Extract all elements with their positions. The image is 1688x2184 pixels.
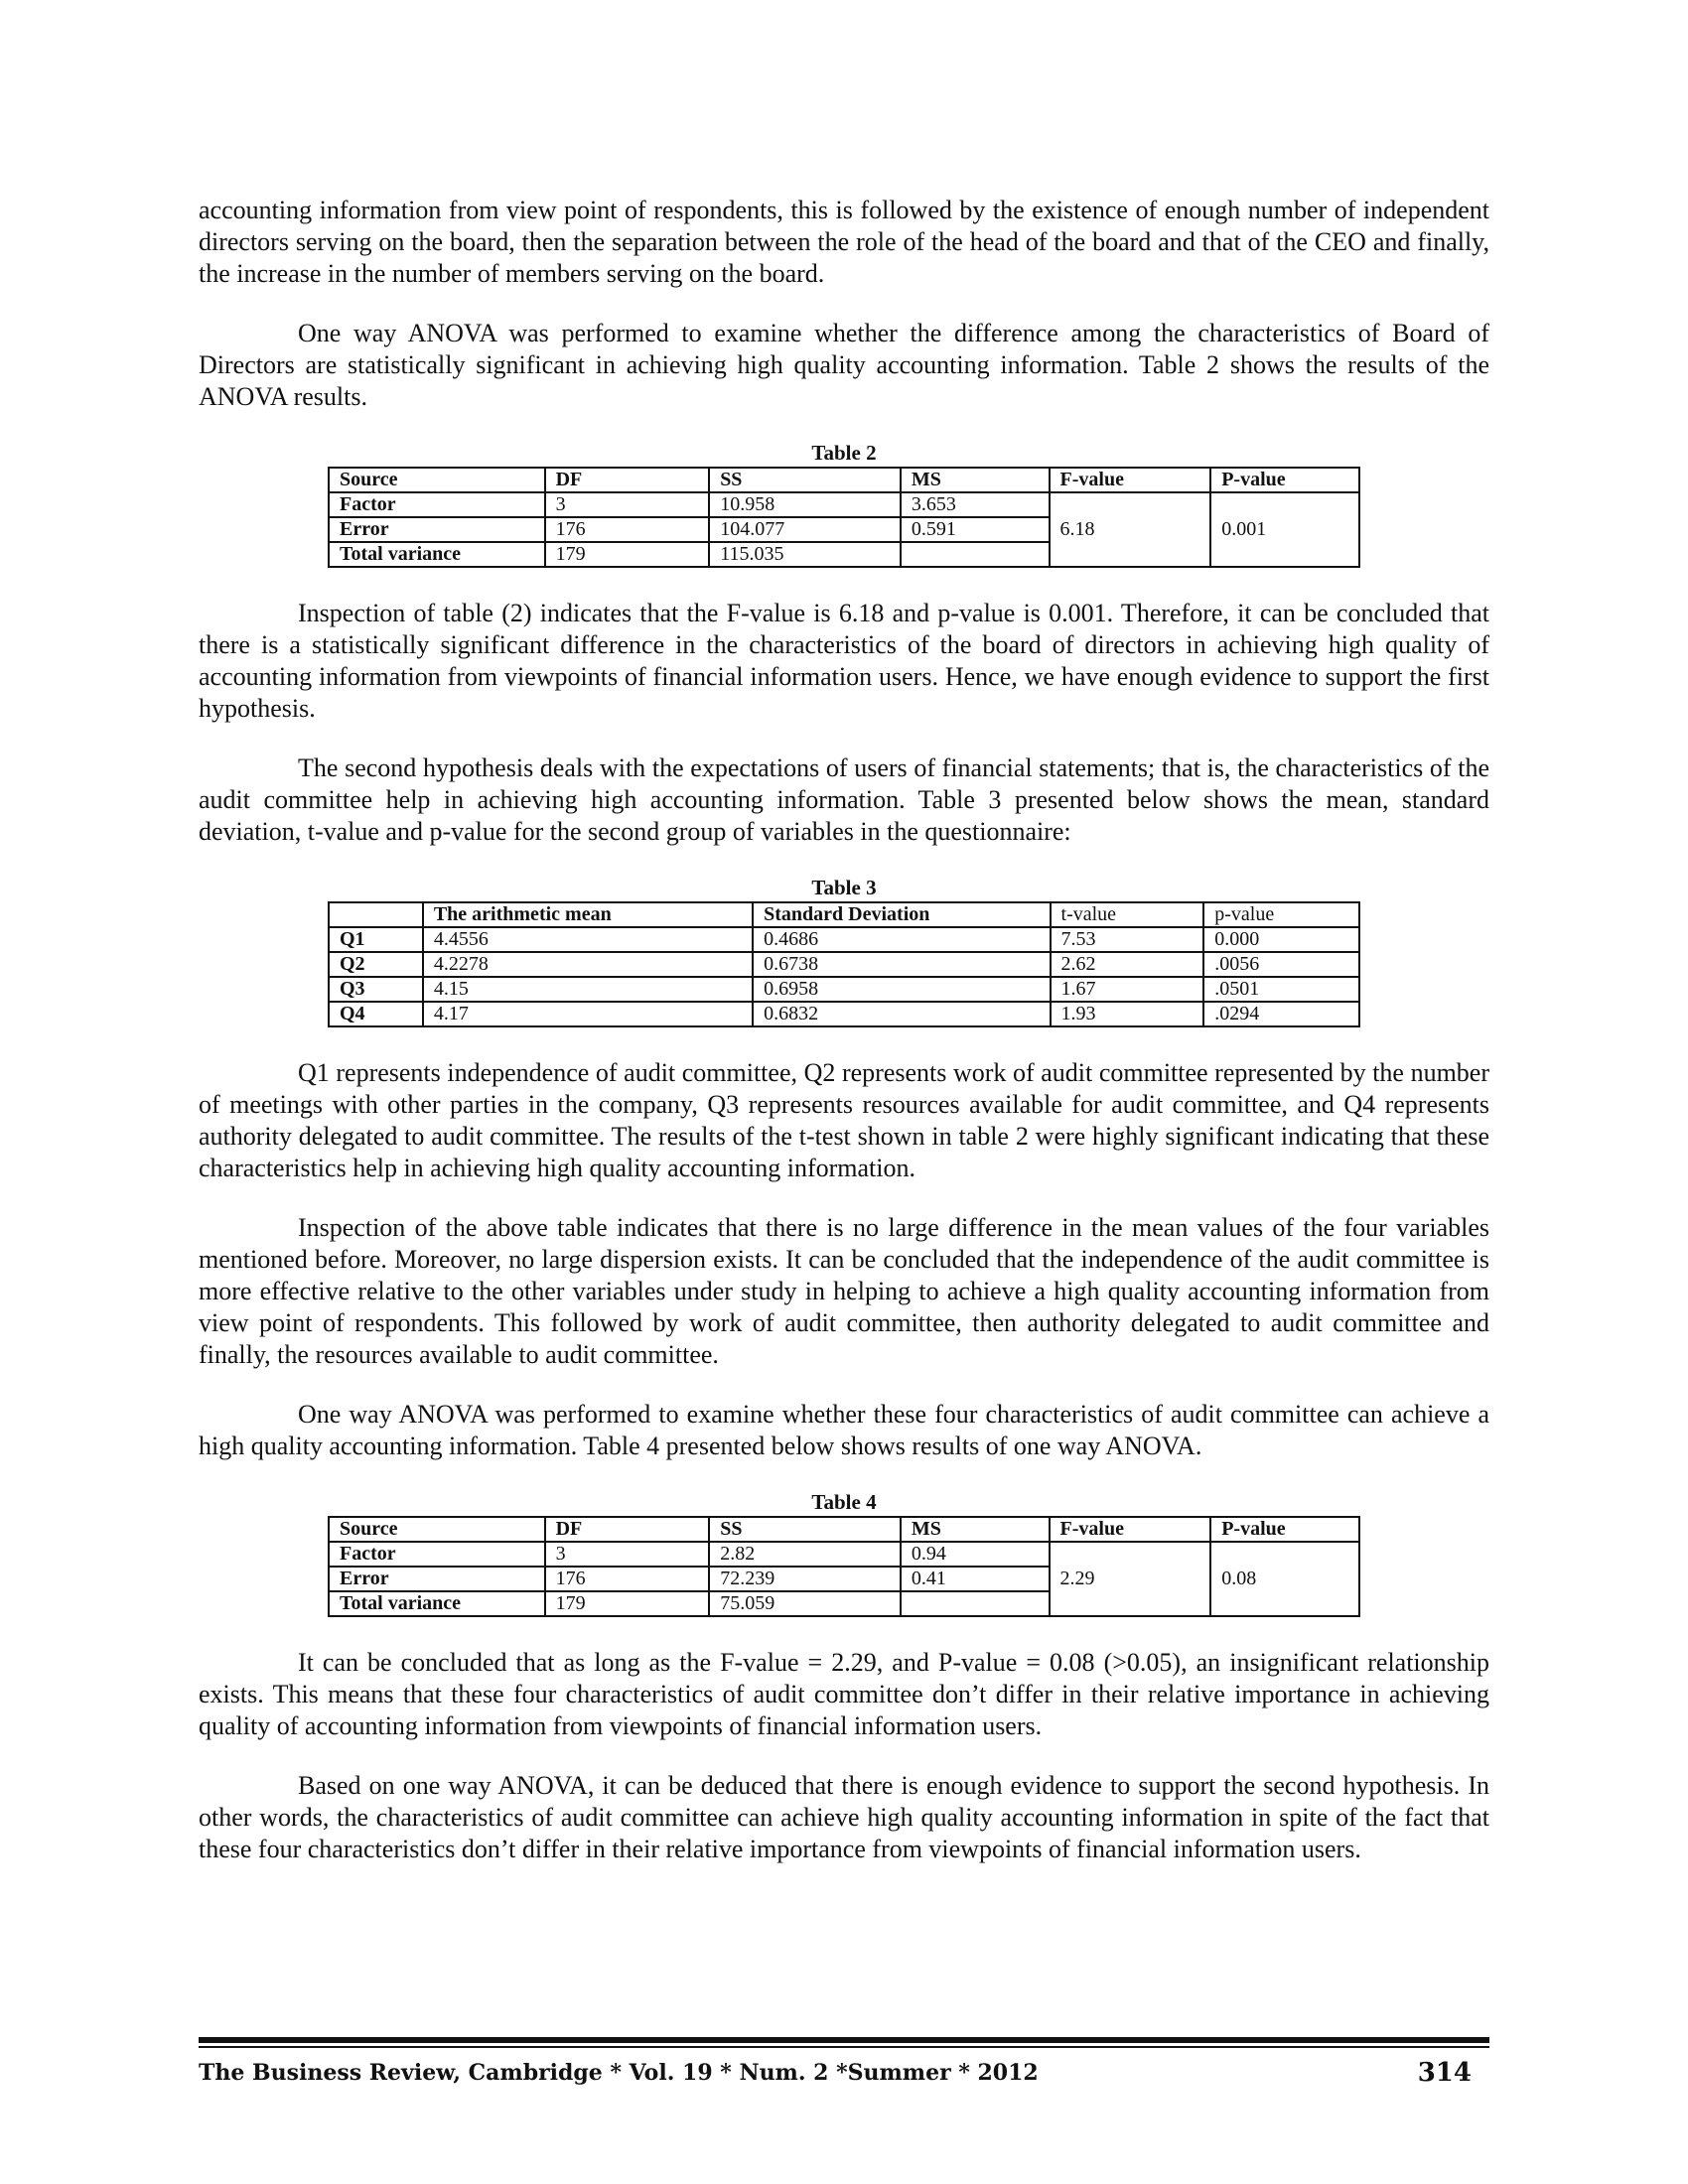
table-cell: 176 [545, 517, 710, 542]
paragraph-3: Inspection of table (2) indicates that the F-value is 6.18 and p-value is 0.001. Therefore, it can be concluded that there is a statistically significant difference in the characteristics of the board of directors in achieving high quality of accounting information from viewpoints of financial information users. Hence, we have enough evidence to support the first hypothesis. [199, 599, 1489, 723]
footer-text-row [199, 2058, 1489, 2088]
table-header-cell: Standard Deviation [753, 902, 1050, 927]
table-row [329, 902, 1359, 927]
table-row [329, 1517, 1359, 1542]
table-row [329, 977, 1359, 1002]
table-header-cell: Source [329, 1517, 545, 1542]
table-cell: .0056 [1203, 952, 1359, 977]
paragraph-9: Based on one way ANOVA, it can be deduced that there is enough evidence to support the second hypothesis. In other words, the characteristics of audit committee can achieve high quality accounting information in spite of the fact that these four characteristics don’t differ in their relative importance from viewpoints of financial information users. [199, 1771, 1489, 1863]
paragraph-5: Q1 represents independence of audit committee, Q2 represents work of audit committee represented by the number of meetings with other parties in the company, Q3 represents resources available for audit committee, and Q4 represents authority delegated to audit committee. The results of the t-test shown in table 2 were highly significant indicating that these characteristics help in achieving high quality accounting information. [199, 1058, 1489, 1182]
table-cell: 4.4556 [423, 927, 753, 952]
paragraph-8: It can be concluded that as long as the F-value = 2.29, and P-value = 0.08 (>0.05), an insignificant relationship exists. This means that these four characteristics of audit committee don’t differ in their relative importance in achieving quality of accounting information from viewpoints of financial information users. [199, 1648, 1489, 1740]
table-cell: 176 [545, 1567, 710, 1591]
table-cell: 7.53 [1051, 927, 1204, 952]
table-cell: 0.41 [901, 1567, 1050, 1591]
table-2-caption: Table 2 [811, 441, 877, 465]
table-cell: 4.15 [423, 977, 753, 1002]
table-header-cell: DF [545, 1517, 710, 1542]
table-header-cell: P-value [1210, 468, 1359, 492]
journal-citation: The Business Review, Cambridge * Vol. 19 * Num. 2 *Summer * 2012 [199, 2060, 1039, 2086]
table-3-block [328, 876, 1360, 1027]
table-cell: 0.6738 [753, 952, 1050, 977]
page-number: 314 [1417, 2058, 1472, 2088]
paragraph-4: The second hypothesis deals with the expectations of users of financial statements; that is, the characteristics of the audit committee help in achieving high accounting information. Table 3 presented below shows the mean, standard deviation, t-value and p-value for the second group of variables in the questionnaire: [199, 753, 1489, 846]
table-cell: 3 [545, 492, 710, 517]
table-cell: 0.94 [901, 1542, 1050, 1567]
table-4 [328, 1516, 1360, 1617]
table-cell: Error [329, 1567, 545, 1591]
table-cell: 2.62 [1051, 952, 1204, 977]
table-2-p-value: 0.001 [1210, 492, 1359, 567]
table-cell: .0501 [1203, 977, 1359, 1002]
table-header-cell: DF [545, 468, 710, 492]
paragraph-7: One way ANOVA was performed to examine whether these four characteristics of audit committee can achieve a high quality accounting information. Table 4 presented below shows results of one way ANOVA. [199, 1400, 1489, 1460]
table-cell: Factor [329, 492, 545, 517]
table-header-cell: F-value [1050, 468, 1211, 492]
table-cell: 179 [545, 542, 710, 567]
footer-rule-thin [199, 2046, 1489, 2048]
paragraph-1: accounting information from view point of respondents, this is followed by the existence of enough number of independent directors serving on the board, then the separation between the role of the head of the board and that of the CEO and finally, the increase in the number of members serving on the board. [199, 196, 1489, 288]
table-cell: Q4 [329, 1002, 423, 1026]
table-4-caption: Table 4 [811, 1490, 877, 1514]
table-cell: Q1 [329, 927, 423, 952]
table-cell: 0.591 [901, 517, 1050, 542]
table-cell: 75.059 [709, 1591, 901, 1616]
table-header-cell: Source [329, 468, 545, 492]
table-4-f-value: 2.29 [1050, 1542, 1211, 1616]
paragraph-6: Inspection of the above table indicates that there is no large difference in the mean values of the four variables mentioned before. Moreover, no large dispersion exists. It can be concluded that the independence of the audit committee is more effective relative to the other variables under study in helping to achieve a high quality accounting information from view point of respondents. This followed by work of audit committee, then authority delegated to audit committee and finally, the resources available to audit committee. [199, 1213, 1489, 1369]
table-header-cell: p-value [1203, 902, 1359, 927]
table-cell: Q2 [329, 952, 423, 977]
table-cell: 179 [545, 1591, 710, 1616]
table-2-f-value: 6.18 [1050, 492, 1211, 567]
table-row [329, 468, 1359, 492]
table-cell: Factor [329, 1542, 545, 1567]
table-row [329, 1542, 1359, 1567]
page-footer [199, 2037, 1489, 2088]
table-4-p-value: 0.08 [1210, 1542, 1359, 1616]
table-2-block [328, 441, 1360, 568]
table-cell: Total variance [329, 542, 545, 567]
table-row [329, 952, 1359, 977]
table-header-cell: MS [901, 468, 1050, 492]
table-cell: 10.958 [709, 492, 901, 517]
table-header-cell: SS [709, 468, 901, 492]
table-cell: Error [329, 517, 545, 542]
table-cell: 3 [545, 1542, 710, 1567]
table-cell: 0.6958 [753, 977, 1050, 1002]
table-cell: 1.67 [1051, 977, 1204, 1002]
table-2 [328, 467, 1360, 568]
table-cell: 2.82 [709, 1542, 901, 1567]
page-body [199, 195, 1489, 1893]
table-header-cell: F-value [1050, 1517, 1211, 1542]
table-header-cell: MS [901, 1517, 1050, 1542]
paragraph-2: One way ANOVA was performed to examine whether the difference among the characteristics of Board of Directors are statistically significant in achieving high quality accounting information. Table 2 shows the results of the ANOVA results. [199, 319, 1489, 411]
table-3 [328, 901, 1360, 1027]
table-cell: 104.077 [709, 517, 901, 542]
table-3-caption: Table 3 [811, 876, 877, 899]
table-cell: 0.4686 [753, 927, 1050, 952]
table-4-block [328, 1490, 1360, 1617]
table-cell: 115.035 [709, 542, 901, 567]
table-header-cell: P-value [1210, 1517, 1359, 1542]
table-header-cell: The arithmetic mean [423, 902, 753, 927]
table-header-cell: t-value [1051, 902, 1204, 927]
table-cell: 0.000 [1203, 927, 1359, 952]
table-cell [901, 1591, 1050, 1616]
table-cell: 3.653 [901, 492, 1050, 517]
table-cell: 1.93 [1051, 1002, 1204, 1026]
table-cell: 0.6832 [753, 1002, 1050, 1026]
table-row [329, 492, 1359, 517]
table-row [329, 927, 1359, 952]
table-cell: 4.17 [423, 1002, 753, 1026]
table-cell: Total variance [329, 1591, 545, 1616]
table-cell: 4.2278 [423, 952, 753, 977]
table-row [329, 1002, 1359, 1026]
table-header-cell: SS [709, 1517, 901, 1542]
table-cell: 72.239 [709, 1567, 901, 1591]
table-cell [901, 542, 1050, 567]
table-header-cell [329, 902, 423, 927]
table-cell: Q3 [329, 977, 423, 1002]
table-cell: .0294 [1203, 1002, 1359, 1026]
